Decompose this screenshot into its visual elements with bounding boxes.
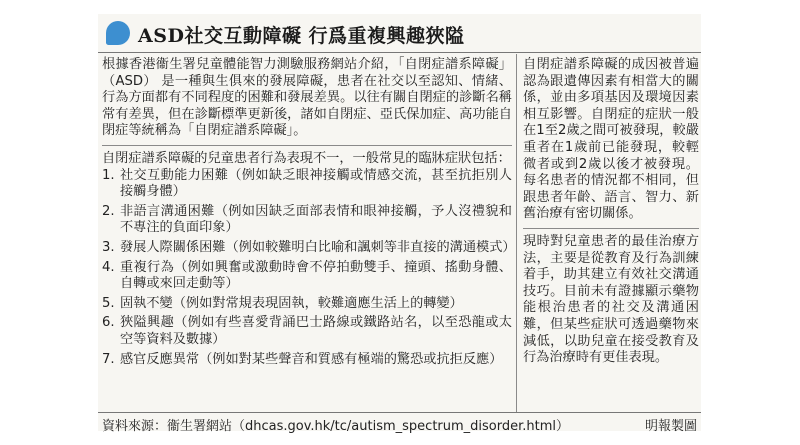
list-item xyxy=(102,239,516,257)
speech-bubble-icon xyxy=(106,21,130,45)
list-item-text: 社交互動能力困難（例如缺乏眼神接觸或情感交流，甚至抗拒別人接觸身體） xyxy=(120,167,512,200)
left-column xyxy=(102,57,516,371)
list-item-number: 4. xyxy=(102,259,115,275)
title-bar xyxy=(98,14,701,53)
list-item xyxy=(102,168,512,201)
list-item xyxy=(102,204,512,237)
list-item-text: 非語言溝通困難（例如因缺乏面部表情和眼神接觸，予人沒禮貌和不專注的負面印象） xyxy=(120,203,512,236)
list-item-number: 2. xyxy=(102,203,115,219)
right-column xyxy=(523,57,699,367)
list-item-text: 固執不變（例如對常規表現固執，較難適應生活上的轉變） xyxy=(120,295,463,311)
list-item-text: 發展人際關係困難（例如較難明白比喻和諷刺等非直接的溝通模式） xyxy=(120,239,516,255)
credit-label: 明報製圖 xyxy=(644,419,697,434)
list-item-number: 5. xyxy=(102,295,115,311)
source-note: 資料來源：衞生署網站（dhcas.gov.hk/tc/autism_spectrum_disorder.html） xyxy=(102,419,570,434)
list-item-number: 3. xyxy=(102,239,115,255)
list-item-text: 狹隘興趣（例如有些喜愛背誦巴士路線或鐵路站名，以至恐龍或太空等資料及數據） xyxy=(120,315,512,347)
footer xyxy=(98,412,701,432)
intro-paragraph: 根據香港衞生署兒童體能智力測驗服務網站介紹，「自閉症譜系障礙」（ASD） 是一種與生俱來的發展障礙，患者在社交以至認知、情緒、行為方面都有不同程度的困難和發展差異。以往有關自閉症的診斷名稱常有差異，但在診斷標準更新後，諸如自閉症、亞氏保加症、高功能自閉症等統稱為「自閉症譜系障礙」。 xyxy=(102,57,512,139)
list-item-number: 6. xyxy=(102,315,115,331)
list-item xyxy=(102,260,512,293)
infobox xyxy=(98,14,701,434)
list-item-text: 感官反應異常（例如對某些聲音和質感有極端的驚恐或抗拒反應） xyxy=(120,351,503,367)
article-title: ASD社交互動障礙 行爲重複興趣狹隘 xyxy=(138,25,465,47)
list-item-text: 重複行為（例如興奮或激動時會不停拍動雙手、撞頭、搖動身體、自轉或來回走動等） xyxy=(120,259,512,292)
list-item xyxy=(102,352,512,369)
column-divider xyxy=(516,54,517,412)
divider xyxy=(102,145,512,146)
list-item-number: 1. xyxy=(102,167,115,183)
symptoms-intro: 自閉症譜系障礙的兒童患者行為表現不一，一般常見的臨牀症狀包括： xyxy=(102,150,511,166)
list-item-number: 7. xyxy=(102,351,115,367)
symptoms-list xyxy=(102,167,516,369)
list-item xyxy=(102,315,512,348)
divider xyxy=(523,228,699,229)
causes-paragraph: 自閉症譜系障礙的成因被普遍認為跟遺傳因素有相當大的關係，並由多項基因及環境因素相互影響。自閉症的症狀一般在1至2歲之間可被發現，較嚴重者在1歲前已能發現，較輕微者或到2歲以後才被發現。每名患者的情況都不相同，但跟患者年齡、語言、智力、新舊治療有密切關係。 xyxy=(523,57,699,222)
treatment-paragraph: 現時對兒童患者的最佳治療方法，主要是從教育及行為訓練着手，助其建立有效社交溝通技巧。目前未有證據顯示藥物能根治患者的社交及溝通困難，但某些症狀可透過藥物來減低，以助兒童在接受教育及行為治療時有更佳表現。 xyxy=(523,233,699,366)
list-item xyxy=(102,296,512,313)
